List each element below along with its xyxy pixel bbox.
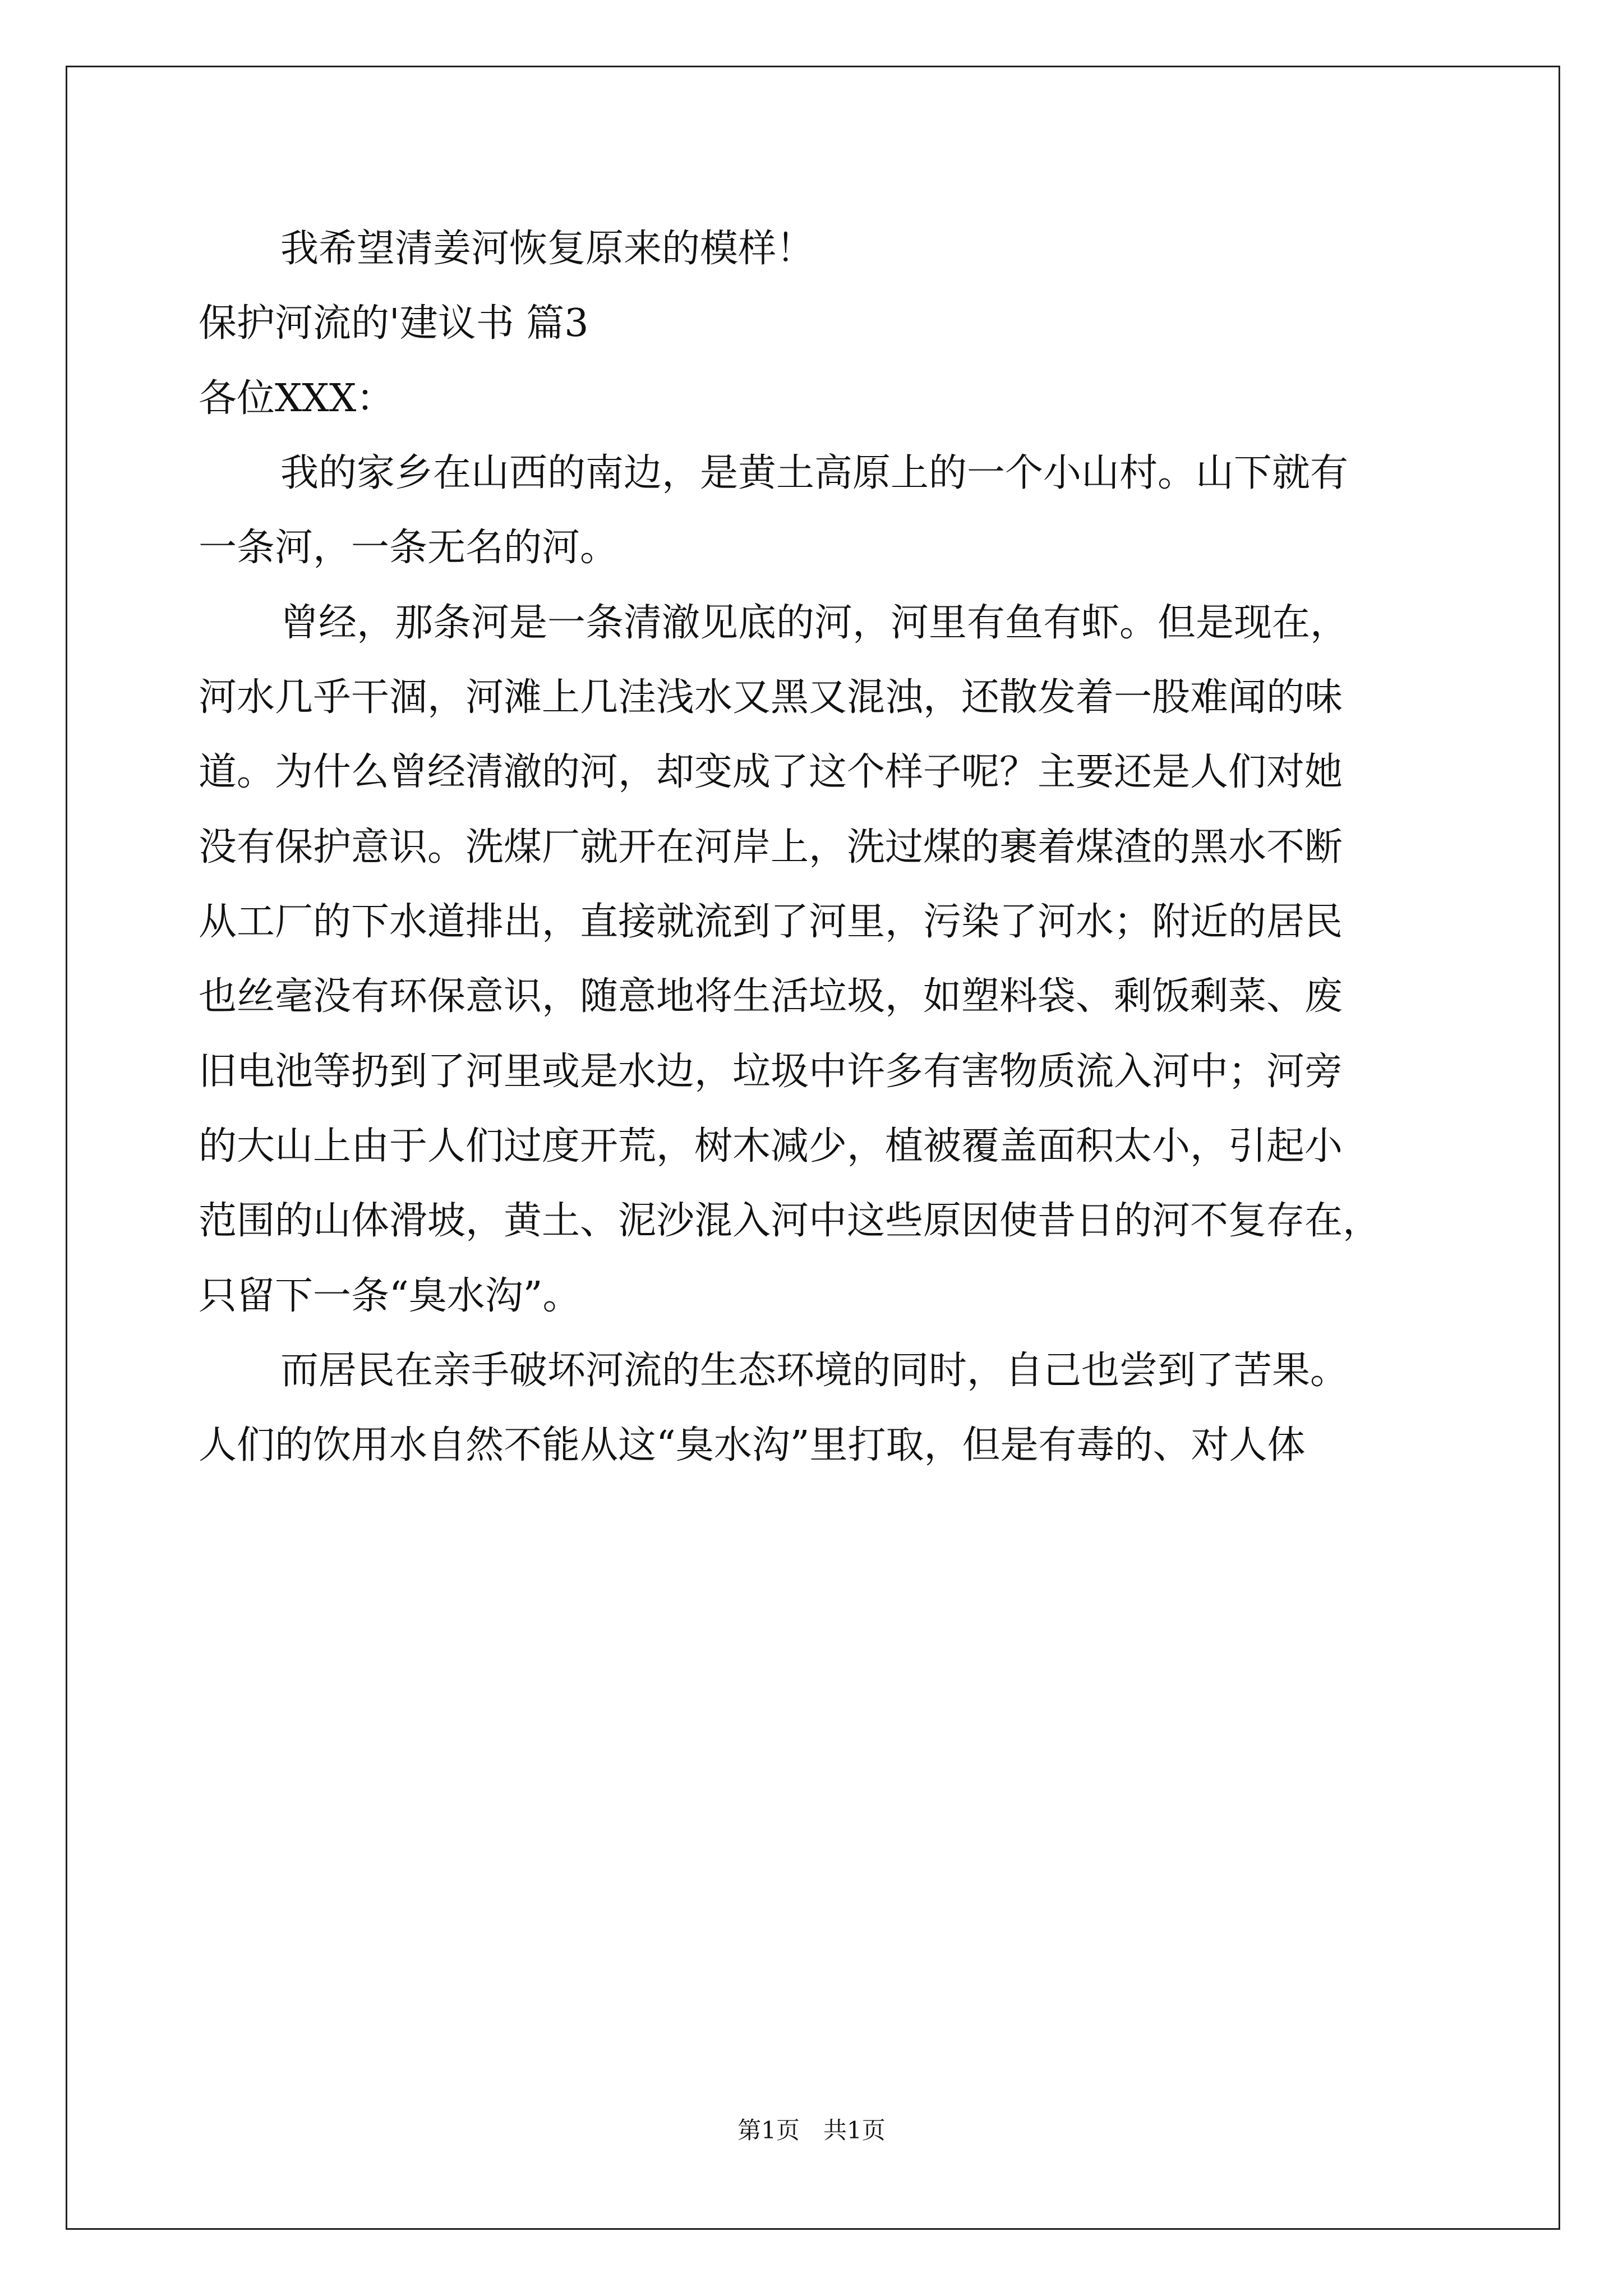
paragraph-2-line-4: 没有保护意识。洗煤厂就开在河岸上，洗过煤的裹着煤渣的黑水不断 — [199, 825, 1343, 869]
paragraph-2-line-2: 河水几乎干涸，河滩上几洼浅水又黑又混浊，还散发着一股难闻的味 — [199, 675, 1343, 720]
paragraph-1-line-2: 一条河，一条无名的河。 — [199, 526, 619, 570]
closing-sentence: 我希望清姜河恢复原来的模样！ — [280, 227, 815, 271]
paragraph-2-line-6: 也丝毫没有环保意识，随意地将生活垃圾，如塑料袋、剩饭剩菜、废 — [199, 974, 1343, 1019]
salutation: 各位XXX： — [199, 376, 395, 421]
paragraph-3-line-2: 人们的饮用水自然不能从这“臭水沟”里打取，但是有毒的、对人体 — [199, 1423, 1306, 1467]
paragraph-3-line-1: 而居民在亲手破坏河流的生态环境的同时，自己也尝到了苦果。 — [280, 1349, 1349, 1393]
paragraph-2-line-10: 只留下一条“臭水沟”。 — [199, 1274, 581, 1318]
paragraph-1-line-1: 我的家乡在山西的南边，是黄土高原上的一个小山村。山下就有 — [280, 451, 1349, 495]
paragraph-2-line-5: 从工厂的下水道排出，直接就流到了河里，污染了河水；附近的居民 — [199, 900, 1343, 944]
page-footer: 第1页 共1页 — [737, 2116, 886, 2144]
section-heading: 保护河流的'建议书 篇3 — [199, 301, 589, 346]
paragraph-2-line-7: 旧电池等扔到了河里或是水边，垃圾中许多有害物质流入河中；河旁 — [199, 1050, 1343, 1094]
paragraph-2-line-3: 道。为什么曾经清澈的河，却变成了这个样子呢？主要还是人们对她 — [199, 750, 1343, 794]
paragraph-2-line-1: 曾经，那条河是一条清澈见底的河，河里有鱼有虾。但是现在， — [280, 601, 1349, 645]
paragraph-2-line-8: 的大山上由于人们过度开荒，树木减少，植被覆盖面积太小，引起小 — [199, 1124, 1343, 1168]
paragraph-2-line-9: 范围的山体滑坡，黄土、泥沙混入河中这些原因使昔日的河不复存在， — [199, 1199, 1381, 1243]
